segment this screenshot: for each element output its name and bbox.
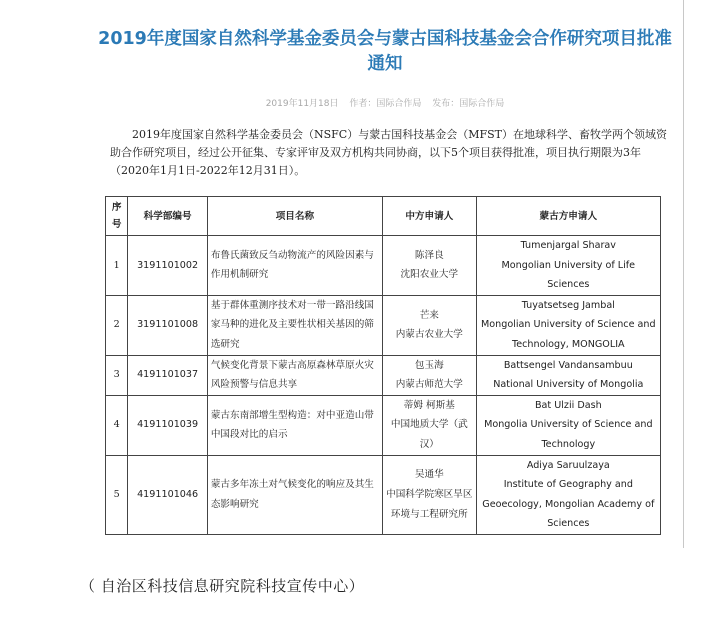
row-name: 蒙古多年冻土对气候变化的响应及其生态影响研究 — [207, 455, 382, 534]
row-mn-applicant — [476, 455, 660, 534]
row-no: 2 — [106, 295, 128, 355]
row-name: 布鲁氏菌致反刍动物流产的风险因素与作用机制研究 — [207, 236, 382, 296]
mn-applicant-name: Adiya Saruulzaya — [526, 459, 610, 471]
meta-author: 作者：国际合作局 — [349, 99, 422, 109]
projects-table — [105, 196, 661, 535]
header-mn-applicant: 蒙古方申请人 — [476, 197, 660, 236]
row-name: 基于群体重测序技术对一带一路沿线国家马种的进化及主要性状相关基因的筛选研究 — [207, 295, 382, 355]
cn-applicant-institution: 内蒙古农业大学 — [395, 329, 463, 341]
row-mn-applicant — [476, 295, 660, 355]
cn-applicant-name: 吴通华 — [414, 469, 444, 481]
mn-applicant-name: Tuyatsetseg Jambal — [521, 299, 615, 311]
cn-applicant-name: 芒来 — [419, 309, 439, 321]
header-cn-applicant: 中方申请人 — [382, 197, 476, 236]
row-cn-applicant — [382, 355, 476, 395]
row-no: 5 — [106, 455, 128, 534]
cn-applicant-name: 蒂姆 柯斯基 — [403, 399, 455, 411]
row-code: 4191101037 — [128, 355, 207, 395]
mn-applicant-institution: Mongolian University of Science and Technology, MONGOLIA — [481, 319, 656, 350]
mn-applicant-name: Bat Ulzii Dash — [534, 399, 602, 411]
cn-applicant-name: 陈泽良 — [414, 249, 444, 261]
row-code: 3191101008 — [128, 295, 207, 355]
row-code: 4191101046 — [128, 455, 207, 534]
article-title: 2019年度国家自然科学基金委员会与蒙古国科技基金会合作研究项目批准通知 — [98, 29, 672, 74]
intro-paragraph: 2019年度国家自然科学基金委员会（NSFC）与蒙古国科技基金会（MFST）在地球科学、畜牧学两个领域资助合作研究项目，经过公开征集、专家评审及双方机构共同协商，以下5个项目获得批准，项目执行期限为3年（2020年1月1日-2022年12月31日）。 — [110, 128, 667, 177]
cn-applicant-institution: 中国科学院寒区旱区环境与工程研究所 — [386, 488, 473, 520]
row-name: 蒙古东南部增生型构造：对中亚造山带中国段对比的启示 — [207, 395, 382, 455]
cn-applicant-institution: 内蒙古师范大学 — [395, 379, 463, 391]
table-row — [106, 236, 661, 296]
row-no: 3 — [106, 355, 128, 395]
row-no: 4 — [106, 395, 128, 455]
right-border-line — [683, 0, 684, 548]
meta-publisher: 发布：国际合作局 — [432, 99, 505, 109]
row-cn-applicant — [382, 455, 476, 534]
table-header-row — [106, 197, 661, 236]
table-row — [106, 355, 661, 395]
row-code: 3191101002 — [128, 236, 207, 296]
meta-date: 2019年11月18日 — [265, 99, 339, 109]
mn-applicant-name: Battsengel Vandansambuu — [503, 359, 633, 371]
article-meta — [95, 96, 675, 109]
header-code: 科学部编号 — [128, 197, 207, 236]
row-no: 1 — [106, 236, 128, 296]
cn-applicant-institution: 中国地质大学（武汉） — [390, 419, 468, 450]
mn-applicant-institution: Mongolian University of Life Sciences — [501, 259, 636, 291]
mn-applicant-institution: Mongolia University of Science and Technology — [484, 419, 653, 450]
row-cn-applicant — [382, 236, 476, 296]
row-cn-applicant — [382, 395, 476, 455]
mn-applicant-name: Tumenjargal Sharav — [520, 240, 616, 251]
cn-applicant-institution: 沈阳农业大学 — [400, 269, 459, 281]
source-credit: （ 自治区科技信息研究院科技宣传中心） — [80, 577, 365, 595]
row-mn-applicant — [476, 236, 660, 296]
row-mn-applicant — [476, 395, 660, 455]
row-name: 气候变化背景下蒙古高原森林草原火灾风险预警与信息共享 — [207, 355, 382, 395]
header-no: 序号 — [106, 197, 128, 236]
mn-applicant-institution: Institute of Geography and Geoecology, Mongolian Academy of Sciences — [482, 479, 655, 530]
row-cn-applicant — [382, 295, 476, 355]
table-row — [106, 455, 661, 534]
header-name: 项目名称 — [207, 197, 382, 236]
table-row — [106, 395, 661, 455]
cn-applicant-name: 包玉海 — [414, 359, 444, 371]
table-row — [106, 295, 661, 355]
row-mn-applicant — [476, 355, 660, 395]
mn-applicant-institution: National University of Mongolia — [493, 379, 644, 391]
row-code: 4191101039 — [128, 395, 207, 455]
